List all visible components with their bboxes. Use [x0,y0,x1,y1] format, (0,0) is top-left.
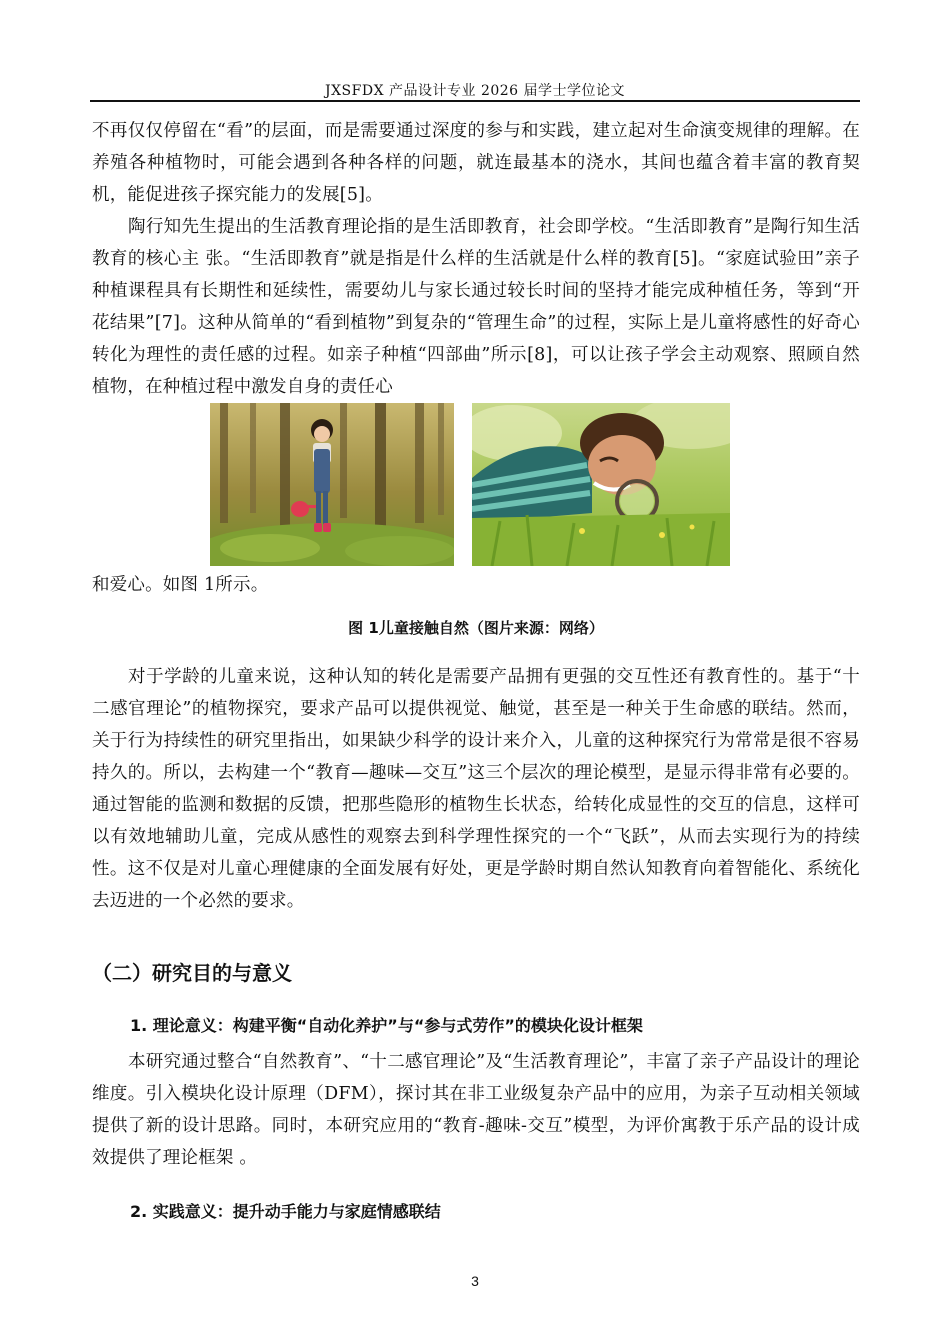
paragraph-theoretical-significance: 本研究通过整合“自然教育”、“十二感官理论”及“生活教育理论”，丰富了亲子产品设计的理论维度。引入模块化设计原理（DFM），探讨其在非工业级复杂产品中的应用，为亲子互动相关领域提供了新的设计思路。同时，本研究应用的“教育-趣味-交互”模型，为评价寓教于乐产品的设计成效提供了理论框架 。 [92,1052,860,1168]
figure-caption: 图 1儿童接触自然（图片来源：网络） [348,619,604,637]
subheading-practical-significance: 2. 实践意义：提升动手能力与家庭情感联结 [130,1202,441,1221]
paragraph-life-education: 陶行知先生提出的生活教育理论指的是生活即教育，社会即学校。“生活即教育”是陶行知生活教育的核心主 张。“生活即教育”就是指是什么样的生活就是什么样的教育[5]。“家庭试验田”亲子种植课程具有长期性和延续性，需要幼儿与家长通过较长时间的坚持才能完成种植任务，等到“开花结果”[7]。这种从简单的“看到植物”到复杂的“管理生命”的过程，实际上是儿童将感性的好奇心转化为理性的责任感的过程。如亲子种植“四部曲”所示[8]，可以让孩子学会主动观察、照顾自然植物，在种植过程中激发自身的责任心 [92,217,860,397]
section-heading: （二）研究目的与意义 [92,961,292,985]
running-header: JXSFDX 产品设计专业 2026 届学士学位论文 [324,83,626,99]
photo-girl-in-forest [210,403,454,566]
photo-boy-with-magnifier [472,403,730,566]
paragraph-continuation: 不再仅仅停留在“看”的层面，而是需要通过深度的参与和实践，建立起对生命演变规律的理解。在养殖各种植物时，可能会遇到各种各样的问题，就连最基本的浇水，其间也蕴含着丰富的教育契机，能促进孩子探究能力的发展[5]。 [92,121,860,205]
header-divider [90,100,860,102]
paragraph-interactive-education: 对于学龄的儿童来说，这种认知的转化是需要产品拥有更强的交互性还有教育性的。基于“十二感官理论”的植物探究，要求产品可以提供视觉、触觉，甚至是一种关于生命感的联结。然而，关于行为持续性的研究里指出，如果缺少科学的设计来介入，儿童的这种探究行为常常是很不容易持久的。所以，去构建一个“教育—趣味—交互”这三个层次的理论模型，是显示得非常有必要的。通过智能的监测和数据的反馈，把那些隐形的植物生长状态，给转化成显性的交互的信息，这样可以有效地辅助儿童，完成从感性的观察去到科学理性探究的一个“飞跃”，从而去实现行为的持续性。这不仅是对儿童心理健康的全面发展有好处，更是学龄时期自然认知教育向着智能化、系统化去迈进的一个必然的要求。 [92,667,860,911]
page-number: 3 [471,1273,479,1289]
paragraph-figure-reference: 和爱心。如图 1所示。 [92,575,269,595]
subheading-theoretical-significance: 1. 理论意义：构建平衡“自动化养护”与“参与式劳作”的模块化设计框架 [130,1016,643,1035]
